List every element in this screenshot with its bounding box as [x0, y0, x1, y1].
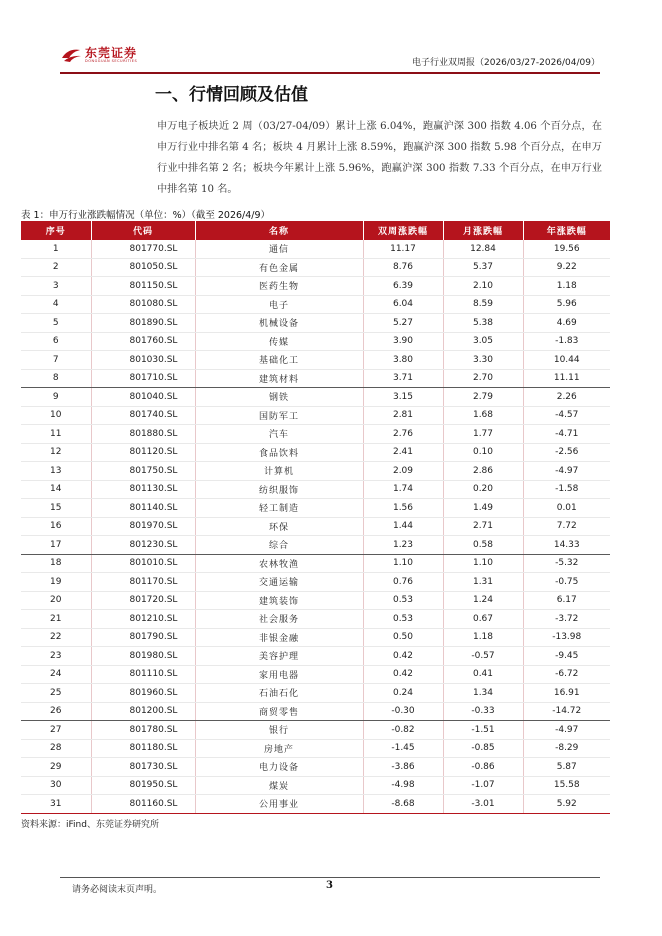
cell-monthly: 3.30 [443, 351, 523, 370]
cell-yearly: -9.45 [523, 647, 610, 666]
cell-name: 农林牧渔 [195, 554, 363, 573]
cell-name: 轻工制造 [195, 499, 363, 518]
table-row [21, 425, 610, 444]
cell-code: 801960.SL [91, 684, 195, 703]
cell-seq: 3 [21, 277, 91, 296]
cell-name: 传媒 [195, 332, 363, 351]
cell-code: 801750.SL [91, 462, 195, 481]
cell-monthly: 1.49 [443, 499, 523, 518]
cell-biweekly: 2.41 [363, 443, 443, 462]
cell-monthly: -3.01 [443, 795, 523, 814]
cell-seq: 6 [21, 332, 91, 351]
cell-code: 801120.SL [91, 443, 195, 462]
cell-code: 801780.SL [91, 721, 195, 740]
cell-code: 801130.SL [91, 480, 195, 499]
cell-code: 801950.SL [91, 776, 195, 795]
cell-code: 801030.SL [91, 351, 195, 370]
cell-biweekly: 2.76 [363, 425, 443, 444]
cell-yearly: -5.32 [523, 554, 610, 573]
cell-biweekly: -4.98 [363, 776, 443, 795]
document-title: 电子行业双周报（2026/03/27-2026/04/09） [412, 58, 600, 68]
cell-name: 商贸零售 [195, 702, 363, 721]
footer-disclaimer: 请务必阅读末页声明。 [72, 885, 163, 895]
cell-biweekly: 0.53 [363, 610, 443, 629]
cell-monthly: 5.38 [443, 314, 523, 333]
cell-yearly: 7.72 [523, 517, 610, 536]
cell-monthly: 2.70 [443, 369, 523, 388]
header-yearly-change: 年涨跌幅 [523, 221, 610, 240]
cell-biweekly: -8.68 [363, 795, 443, 814]
cell-seq: 9 [21, 388, 91, 407]
cell-yearly: 4.69 [523, 314, 610, 333]
cell-name: 国防军工 [195, 406, 363, 425]
table-header-row [21, 221, 610, 240]
cell-yearly: -14.72 [523, 702, 610, 721]
cell-name: 美容护理 [195, 647, 363, 666]
header-code: 代码 [91, 221, 195, 240]
company-logo [60, 46, 137, 64]
table-row [21, 573, 610, 592]
cell-monthly: 3.05 [443, 332, 523, 351]
cell-yearly: 14.33 [523, 536, 610, 555]
cell-yearly: -8.29 [523, 739, 610, 758]
cell-biweekly: 0.42 [363, 665, 443, 684]
cell-name: 公用事业 [195, 795, 363, 814]
cell-code: 801880.SL [91, 425, 195, 444]
cell-biweekly: 1.10 [363, 554, 443, 573]
cell-yearly: -0.75 [523, 573, 610, 592]
cell-name: 非银金融 [195, 628, 363, 647]
cell-monthly: -0.85 [443, 739, 523, 758]
cell-code: 801140.SL [91, 499, 195, 518]
cell-yearly: -3.72 [523, 610, 610, 629]
cell-monthly: 1.10 [443, 554, 523, 573]
header-monthly-change: 月涨跌幅 [443, 221, 523, 240]
table-row [21, 665, 610, 684]
cell-yearly: 5.92 [523, 795, 610, 814]
cell-biweekly: 6.39 [363, 277, 443, 296]
table-row [21, 702, 610, 721]
data-source: 资料来源：iFind、东莞证券研究所 [21, 820, 159, 830]
cell-monthly: 1.34 [443, 684, 523, 703]
cell-seq: 16 [21, 517, 91, 536]
cell-name: 计算机 [195, 462, 363, 481]
cell-code: 801980.SL [91, 647, 195, 666]
cell-biweekly: 0.42 [363, 647, 443, 666]
table-row [21, 351, 610, 370]
cell-code: 801790.SL [91, 628, 195, 647]
table-row [21, 554, 610, 573]
cell-seq: 2 [21, 258, 91, 277]
cell-biweekly: 3.90 [363, 332, 443, 351]
intro-paragraph: 申万电子板块近 2 周（03/27-04/09）累计上涨 6.04%，跑赢沪深 300 指数 4.06 个百分点，在申万行业中排名第 4 名；板块 4 月累计上涨 8.59%，跑赢沪深 300 指数 5.98 个百分点，在申万行业中排名第 2 名；板块今年累计上涨 5.96%，跑赢沪深 300 指数 7.33 个百分点，在申万行业中排名第 10 名。 [157, 121, 602, 195]
table-row [21, 369, 610, 388]
cell-name: 环保 [195, 517, 363, 536]
page-number: 3 [326, 880, 333, 891]
table-row [21, 536, 610, 555]
cell-biweekly: 11.17 [363, 240, 443, 258]
table-row [21, 591, 610, 610]
cell-yearly: -4.97 [523, 721, 610, 740]
cell-name: 纺织服饰 [195, 480, 363, 499]
industry-performance-table [21, 221, 610, 814]
cell-code: 801110.SL [91, 665, 195, 684]
cell-yearly: 15.58 [523, 776, 610, 795]
cell-name: 交通运输 [195, 573, 363, 592]
cell-seq: 30 [21, 776, 91, 795]
cell-yearly: 10.44 [523, 351, 610, 370]
cell-monthly: 1.31 [443, 573, 523, 592]
cell-code: 801150.SL [91, 277, 195, 296]
cell-yearly: 9.22 [523, 258, 610, 277]
page-header [60, 46, 600, 72]
table-row [21, 240, 610, 258]
cell-code: 801710.SL [91, 369, 195, 388]
cell-code: 801210.SL [91, 610, 195, 629]
cell-monthly: 2.10 [443, 277, 523, 296]
cell-monthly: 2.79 [443, 388, 523, 407]
footer-divider [60, 877, 600, 878]
table-row [21, 462, 610, 481]
table-row [21, 332, 610, 351]
cell-seq: 26 [21, 702, 91, 721]
header-name: 名称 [195, 221, 363, 240]
cell-code: 801230.SL [91, 536, 195, 555]
cell-name: 基础化工 [195, 351, 363, 370]
cell-seq: 29 [21, 758, 91, 777]
cell-code: 801050.SL [91, 258, 195, 277]
cell-seq: 7 [21, 351, 91, 370]
cell-yearly: -4.71 [523, 425, 610, 444]
cell-seq: 13 [21, 462, 91, 481]
cell-seq: 31 [21, 795, 91, 814]
cell-name: 建筑装饰 [195, 591, 363, 610]
cell-code: 801170.SL [91, 573, 195, 592]
cell-biweekly: 3.80 [363, 351, 443, 370]
cell-code: 801770.SL [91, 240, 195, 258]
table-row [21, 406, 610, 425]
cell-monthly: 0.67 [443, 610, 523, 629]
cell-monthly: 1.77 [443, 425, 523, 444]
cell-yearly: -1.83 [523, 332, 610, 351]
cell-name: 医药生物 [195, 277, 363, 296]
cell-biweekly: 8.76 [363, 258, 443, 277]
cell-code: 801720.SL [91, 591, 195, 610]
cell-monthly: -1.07 [443, 776, 523, 795]
table-row [21, 443, 610, 462]
logo-text: 东莞证券 [85, 45, 138, 60]
header-divider [60, 72, 600, 74]
cell-biweekly: 1.44 [363, 517, 443, 536]
header-seq: 序号 [21, 221, 91, 240]
cell-code: 801890.SL [91, 314, 195, 333]
cell-monthly: -0.33 [443, 702, 523, 721]
cell-biweekly: 2.09 [363, 462, 443, 481]
cell-seq: 24 [21, 665, 91, 684]
cell-code: 801740.SL [91, 406, 195, 425]
cell-monthly: 1.68 [443, 406, 523, 425]
cell-code: 801040.SL [91, 388, 195, 407]
cell-code: 801200.SL [91, 702, 195, 721]
cell-seq: 10 [21, 406, 91, 425]
logo-english-text: DONGGUAN SECURITIES [85, 58, 138, 63]
cell-seq: 18 [21, 554, 91, 573]
cell-name: 通信 [195, 240, 363, 258]
cell-monthly: -0.57 [443, 647, 523, 666]
cell-yearly: -4.97 [523, 462, 610, 481]
cell-yearly: -6.72 [523, 665, 610, 684]
cell-seq: 17 [21, 536, 91, 555]
cell-monthly: 0.20 [443, 480, 523, 499]
table-row [21, 480, 610, 499]
cell-yearly: 0.01 [523, 499, 610, 518]
cell-name: 汽车 [195, 425, 363, 444]
cell-seq: 22 [21, 628, 91, 647]
table-row [21, 388, 610, 407]
dongguan-securities-logo-icon [60, 46, 82, 64]
cell-yearly: -1.58 [523, 480, 610, 499]
cell-name: 房地产 [195, 739, 363, 758]
cell-code: 801180.SL [91, 739, 195, 758]
cell-biweekly: 0.76 [363, 573, 443, 592]
cell-code: 801730.SL [91, 758, 195, 777]
cell-yearly: 6.17 [523, 591, 610, 610]
cell-biweekly: 1.23 [363, 536, 443, 555]
cell-monthly: -1.51 [443, 721, 523, 740]
cell-biweekly: 3.15 [363, 388, 443, 407]
table-row [21, 776, 610, 795]
table-caption: 表 1：申万行业涨跌幅情况（单位：%）（截至 2026/4/9） [21, 210, 271, 221]
cell-biweekly: 1.56 [363, 499, 443, 518]
cell-biweekly: -0.82 [363, 721, 443, 740]
table-row [21, 610, 610, 629]
cell-seq: 15 [21, 499, 91, 518]
cell-name: 电力设备 [195, 758, 363, 777]
cell-seq: 21 [21, 610, 91, 629]
cell-yearly: 5.96 [523, 295, 610, 314]
cell-seq: 1 [21, 240, 91, 258]
cell-name: 家用电器 [195, 665, 363, 684]
table-row [21, 499, 610, 518]
cell-seq: 25 [21, 684, 91, 703]
cell-yearly: -4.57 [523, 406, 610, 425]
cell-seq: 8 [21, 369, 91, 388]
header-biweekly-change: 双周涨跌幅 [363, 221, 443, 240]
table-row [21, 277, 610, 296]
table-row [21, 684, 610, 703]
table-row [21, 314, 610, 333]
cell-seq: 12 [21, 443, 91, 462]
cell-seq: 11 [21, 425, 91, 444]
cell-name: 建筑材料 [195, 369, 363, 388]
cell-yearly: 16.91 [523, 684, 610, 703]
cell-name: 钢铁 [195, 388, 363, 407]
cell-code: 801010.SL [91, 554, 195, 573]
cell-monthly: 0.58 [443, 536, 523, 555]
table-row [21, 721, 610, 740]
table-row [21, 517, 610, 536]
section-title: 一、行情回顾及估值 [155, 85, 308, 105]
cell-seq: 28 [21, 739, 91, 758]
cell-monthly: 2.71 [443, 517, 523, 536]
cell-name: 电子 [195, 295, 363, 314]
cell-biweekly: 2.81 [363, 406, 443, 425]
cell-yearly: 19.56 [523, 240, 610, 258]
cell-yearly: -13.98 [523, 628, 610, 647]
cell-code: 801080.SL [91, 295, 195, 314]
cell-monthly: 1.24 [443, 591, 523, 610]
table-body [21, 240, 610, 813]
cell-name: 社会服务 [195, 610, 363, 629]
cell-biweekly: 6.04 [363, 295, 443, 314]
cell-monthly: 0.41 [443, 665, 523, 684]
cell-biweekly: 0.50 [363, 628, 443, 647]
cell-name: 石油石化 [195, 684, 363, 703]
cell-seq: 20 [21, 591, 91, 610]
cell-monthly: 0.10 [443, 443, 523, 462]
table-row [21, 647, 610, 666]
cell-name: 煤炭 [195, 776, 363, 795]
cell-monthly: 12.84 [443, 240, 523, 258]
table-row [21, 295, 610, 314]
cell-yearly: 5.87 [523, 758, 610, 777]
cell-biweekly: 0.24 [363, 684, 443, 703]
cell-seq: 23 [21, 647, 91, 666]
cell-seq: 4 [21, 295, 91, 314]
cell-yearly: 1.18 [523, 277, 610, 296]
cell-monthly: 5.37 [443, 258, 523, 277]
cell-code: 801160.SL [91, 795, 195, 814]
cell-yearly: 11.11 [523, 369, 610, 388]
cell-yearly: 2.26 [523, 388, 610, 407]
cell-biweekly: 0.53 [363, 591, 443, 610]
cell-monthly: 1.18 [443, 628, 523, 647]
cell-monthly: 8.59 [443, 295, 523, 314]
table-row [21, 795, 610, 814]
cell-biweekly: 1.74 [363, 480, 443, 499]
cell-monthly: -0.86 [443, 758, 523, 777]
cell-code: 801760.SL [91, 332, 195, 351]
cell-name: 综合 [195, 536, 363, 555]
cell-name: 机械设备 [195, 314, 363, 333]
table-row [21, 258, 610, 277]
cell-seq: 14 [21, 480, 91, 499]
cell-biweekly: 3.71 [363, 369, 443, 388]
cell-biweekly: -1.45 [363, 739, 443, 758]
table-row [21, 758, 610, 777]
cell-monthly: 2.86 [443, 462, 523, 481]
cell-seq: 5 [21, 314, 91, 333]
cell-biweekly: -0.30 [363, 702, 443, 721]
cell-name: 食品饮料 [195, 443, 363, 462]
cell-seq: 19 [21, 573, 91, 592]
cell-biweekly: 5.27 [363, 314, 443, 333]
cell-yearly: -2.56 [523, 443, 610, 462]
cell-code: 801970.SL [91, 517, 195, 536]
cell-biweekly: -3.86 [363, 758, 443, 777]
table-row [21, 739, 610, 758]
cell-seq: 27 [21, 721, 91, 740]
cell-name: 有色金属 [195, 258, 363, 277]
table-row [21, 628, 610, 647]
cell-name: 银行 [195, 721, 363, 740]
